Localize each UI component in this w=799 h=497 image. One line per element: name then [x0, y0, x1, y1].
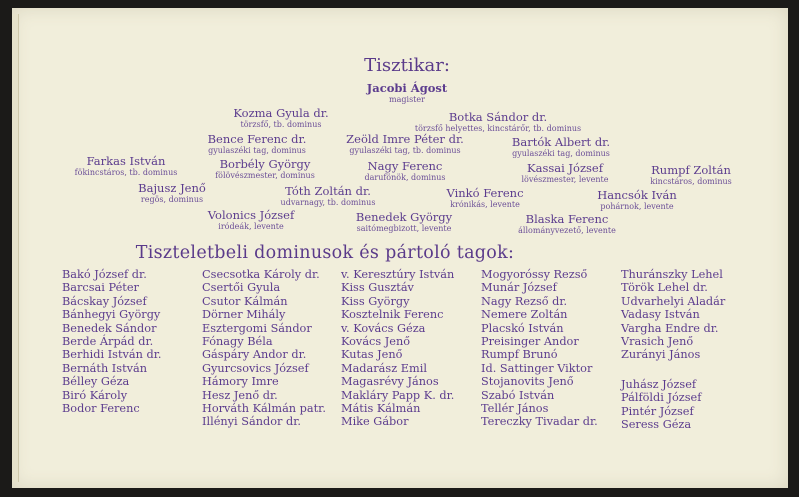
officer: [281, 185, 376, 207]
honorary-member: Zurányi János: [621, 348, 701, 362]
officer: [215, 158, 315, 180]
officer: [138, 182, 206, 204]
honorary-member: Tereczky Tivadar dr.: [481, 415, 598, 429]
officer-name: Farkas István: [86, 154, 166, 168]
honorary-member: Dörner Mihály: [202, 308, 286, 322]
officer-role: udvarnagy, tb. dominus: [280, 198, 376, 208]
officer-name: Nagy Ferenc: [367, 159, 443, 173]
honorary-member: Hámory Imre: [202, 375, 279, 389]
officer-name: Tóth Zoltán dr.: [285, 184, 371, 198]
honorary-member: Esztergomi Sándor: [202, 321, 312, 335]
officer-role: állományvezető, levente: [518, 226, 616, 236]
officer: [446, 187, 523, 209]
officer-role: krónikás, levente: [450, 200, 520, 210]
officer-role: kincstáros, dominus: [650, 177, 732, 187]
honorary-member: Munár József: [481, 281, 557, 295]
officer-name: Hancsók Iván: [597, 188, 677, 202]
honorary-member: Placskó István: [481, 321, 564, 335]
honorary-member: Mogyoróssy Rezső: [481, 268, 588, 281]
officer-role: lövészmester, levente: [521, 175, 609, 185]
honorary-member: Stojanovits Jenő: [481, 375, 574, 389]
sheet-edge: [12, 14, 19, 482]
honorary-member: Csertői Gyula: [202, 281, 281, 295]
honorary-member: Nemere Zoltán: [481, 308, 568, 322]
honorary-column: [621, 268, 725, 362]
honorary-column: [621, 378, 701, 432]
honorary-member: Pintér József: [621, 404, 694, 418]
board-title: Tisztikar:: [364, 55, 450, 76]
honorary-member: Benedek Sándor: [62, 321, 157, 335]
officer-role: pohárnok, levente: [600, 202, 674, 212]
officer-name: Bartók Albert dr.: [511, 135, 611, 149]
honorary-member: Vargha Endre dr.: [621, 321, 719, 335]
honorary-member: Udvarhelyi Aladár: [621, 294, 726, 308]
officer: [415, 111, 581, 133]
honorary-member: Bodor Ferenc: [62, 402, 140, 416]
honorary-member: Berhidi István dr.: [62, 348, 162, 362]
honorary-member: Rumpf Brunó: [481, 348, 558, 362]
honorary-member: Madarász Emil: [341, 361, 427, 375]
officer-name: Rumpf Zoltán: [651, 163, 731, 177]
honorary-member: Makláry Papp K. dr.: [341, 388, 455, 402]
honorary-member: Thuránszky Lehel: [621, 268, 723, 281]
honorary-member: Bélley Géza: [62, 375, 130, 389]
officer-role: magister: [389, 95, 425, 105]
honorary-member: Csutor Kálmán: [202, 294, 288, 308]
officer: [650, 164, 731, 186]
honorary-column: [341, 268, 454, 429]
officer-name: Kassai József: [526, 161, 603, 175]
honorary-member: Biró Károly: [62, 388, 128, 402]
officer: [346, 133, 464, 155]
officer-role: fölövészmester, dominus: [215, 171, 315, 181]
honorary-member: Fónagy Béla: [202, 335, 273, 349]
honorary-member: Mátis Kálmán: [341, 402, 421, 416]
honorary-member: Vrasich Jenő: [621, 335, 694, 349]
officer-name: Kozma Gyula dr.: [233, 106, 329, 120]
honorary-member: Kovács Jenő: [341, 335, 411, 349]
honorary-member: Gáspáry Andor dr.: [202, 348, 307, 362]
officer-name: Jacobi Ágost: [366, 81, 448, 95]
honorary-member: Bakó József dr.: [62, 268, 147, 281]
honorary-column: [481, 268, 598, 429]
honorary-member: Nagy Rezső dr.: [481, 294, 568, 308]
officer: [367, 82, 447, 104]
honorary-member: Id. Sattinger Viktor: [481, 361, 593, 375]
officer: [75, 155, 178, 177]
officer-role: gyulaszéki tag, tb. dominus: [349, 146, 461, 156]
honorary-member: Barcsai Péter: [62, 281, 139, 295]
officer-name: Zeöld Imre Péter dr.: [346, 132, 464, 146]
officer-name: Bence Ferenc dr.: [207, 132, 307, 146]
honorary-member: Seress Géza: [621, 418, 692, 432]
officer-role: fökincstáros, tb. dominus: [74, 168, 178, 178]
officer: [512, 136, 610, 158]
honorary-member: Szabó István: [481, 388, 555, 402]
officer: [233, 107, 328, 129]
officer: [521, 162, 608, 184]
officer-role: saitómegbizott, levente: [356, 224, 452, 234]
honorary-member: Bánhegyi György: [62, 308, 161, 322]
officer: [356, 211, 452, 233]
honorary-member: Kutas Jenő: [341, 348, 403, 362]
officer-name: Benedek György: [355, 210, 453, 224]
honorary-member: Bácskay József: [62, 294, 147, 308]
officer-role: darufönök, dominus: [364, 173, 446, 183]
honorary-member: Tellér János: [481, 402, 549, 416]
honorary-member: Török Lehel dr.: [621, 281, 708, 295]
officer-role: gyulaszéki tag, dominus: [208, 146, 306, 156]
honorary-member: Horváth Kálmán patr.: [202, 402, 326, 416]
honorary-column: [62, 268, 161, 415]
honorary-member: Kiss Gusztáv: [341, 281, 414, 295]
honorary-member: Magasrévy János: [341, 375, 439, 389]
honorary-member: Bernáth István: [62, 361, 147, 375]
honorary-member: Preisinger Andor: [481, 335, 579, 349]
officer-role: iródeák, levente: [218, 222, 284, 232]
honorary-member: Juhász József: [621, 378, 697, 391]
officer-name: Bajusz Jenő: [138, 181, 206, 195]
officer-name: Borbély György: [219, 157, 311, 171]
officer-name: Botka Sándor dr.: [448, 110, 548, 124]
officer-role: regös, dominus: [140, 195, 204, 205]
officer-name: Blaska Ferenc: [525, 212, 609, 226]
officer-role: törzsfő, tb. dominus: [240, 120, 322, 130]
officer: [518, 213, 616, 235]
honorary-member: Kosztelnik Ferenc: [341, 308, 444, 322]
honorary-member: Pálföldi József: [621, 391, 702, 405]
officer-role: gyulaszéki tag, dominus: [512, 149, 610, 159]
officer: [364, 160, 445, 182]
honorary-member: v. Kovács Géza: [341, 321, 426, 335]
honorary-member: Vadasy István: [621, 308, 700, 322]
officer: [597, 189, 676, 211]
honorary-member: Gyurcsovics József: [202, 361, 309, 375]
officer-name: Vinkó Ferenc: [446, 186, 524, 200]
honorary-member: Mike Gábor: [341, 415, 409, 429]
honorary-member: Hesz Jenő dr.: [202, 388, 278, 402]
honorary-member: v. Keresztúry István: [341, 268, 455, 281]
officer-role: törzsfő helyettes, kincstárőr, tb. dominus: [414, 124, 582, 134]
honorary-column: [202, 268, 326, 429]
officer: [208, 209, 294, 231]
honorary-member: Kiss György: [341, 294, 410, 308]
officer: [208, 133, 307, 155]
honorary-member: Illényi Sándor dr.: [202, 415, 301, 429]
honorary-member: Berde Árpád dr.: [62, 335, 154, 349]
honorary-title: Tiszteletbeli dominusok és pártoló tagok:: [135, 243, 515, 263]
officer-name: Volonics József: [207, 208, 295, 222]
honorary-member: Csecsotka Károly dr.: [202, 268, 320, 281]
